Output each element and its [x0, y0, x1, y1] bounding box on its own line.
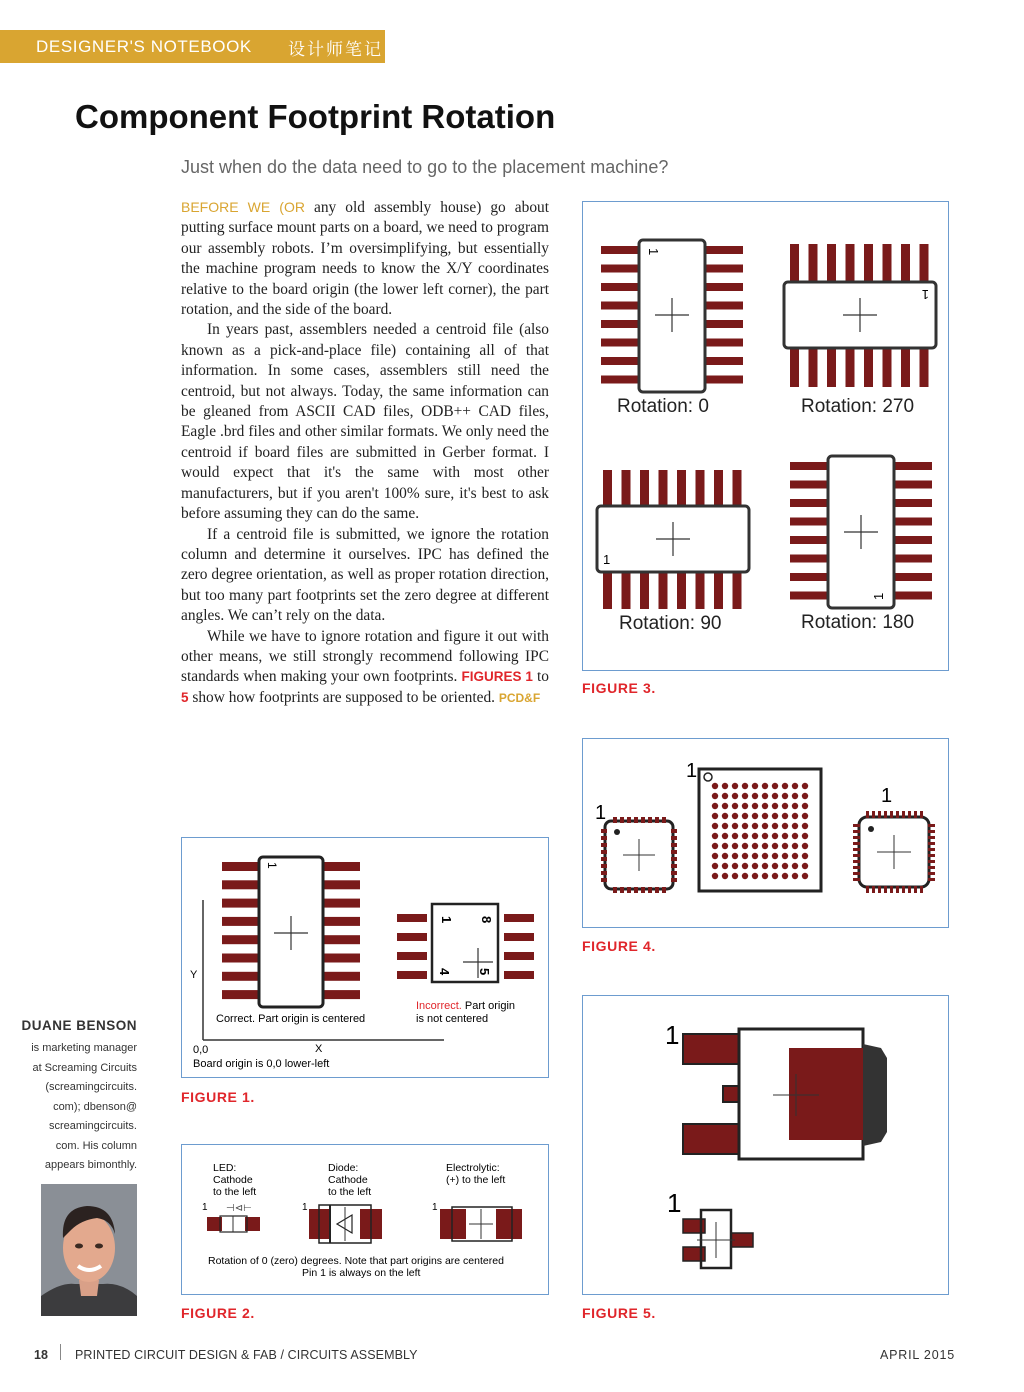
svg-text:8: 8	[479, 916, 494, 924]
dpak-footprint	[665, 1020, 887, 1159]
incorrect-caption: Incorrect. Part origin	[416, 1000, 516, 1012]
figure-5-diagram	[583, 996, 950, 1296]
svg-text:1: 1	[881, 785, 893, 807]
figure-4-frame	[582, 738, 949, 928]
svg-text:1: 1	[646, 248, 661, 256]
figure-4-diagram	[583, 739, 950, 929]
figure-5-label: FIGURE 5.	[582, 1305, 656, 1321]
svg-text:1: 1	[302, 1202, 308, 1213]
figure-2-label: FIGURE 2.	[181, 1305, 255, 1321]
svg-text:1: 1	[202, 1202, 208, 1213]
figure-4-label: FIGURE 4.	[582, 938, 656, 954]
svg-text:(+) to the left: (+) to the left	[446, 1174, 506, 1186]
svg-text:1: 1	[595, 802, 607, 824]
section-name: DESIGNER'S NOTEBOOK	[36, 37, 252, 56]
led-footprint	[202, 1202, 260, 1232]
author-bio	[17, 1018, 137, 1176]
svg-text:Cathode: Cathode	[213, 1174, 253, 1186]
svg-text:1: 1	[439, 916, 454, 924]
rotation-0-label: Rotation: 0	[617, 396, 709, 417]
figure-reference: 5	[181, 689, 189, 705]
rotation-270-label: Rotation: 270	[801, 396, 915, 417]
diode-footprint	[302, 1202, 382, 1243]
rotation-180-label: Rotation: 180	[801, 612, 915, 633]
svg-text:LED:: LED:	[213, 1162, 237, 1174]
svg-text:1: 1	[686, 760, 698, 782]
svg-text:⊣⊲⊢: ⊣⊲⊢	[226, 1203, 252, 1214]
svg-text:1: 1	[921, 287, 929, 302]
footprint-rotation-270	[784, 244, 936, 417]
svg-text:5: 5	[477, 968, 492, 976]
incorrect-caption-line2: is not centered	[416, 1013, 489, 1025]
figure-5-frame	[582, 995, 949, 1295]
svg-text:4: 4	[437, 968, 452, 976]
author-name: DUANE BENSON	[21, 1018, 137, 1033]
figure-1-label: FIGURE 1.	[181, 1089, 255, 1105]
article-subtitle: Just when do the data need to go to the placement machine?	[181, 157, 669, 177]
qfp-footprint	[853, 785, 935, 893]
origin-caption: Board origin is 0,0 lower-left	[193, 1058, 330, 1070]
svg-text:Electrolytic:: Electrolytic:	[446, 1162, 500, 1174]
article-title: Component Footprint Rotation	[75, 98, 556, 135]
section-name-chinese: 设计师笔记	[288, 40, 383, 60]
rotation-90-label: Rotation: 90	[619, 613, 722, 634]
figure-2-diagram	[182, 1145, 550, 1296]
svg-text:1: 1	[665, 1020, 680, 1050]
footprint-rotation-0	[601, 240, 743, 417]
footprint-rotation-90	[597, 470, 749, 634]
paragraph-3: If a centroid file is submitted, we ignore the rotation column and determine it ourselves. IPC has defined the zero degree orientation, as well as proper rotation direction, but too many part footprints set the zero degree at different angles. We can’t rely on the data.	[181, 525, 549, 625]
author-photo	[41, 1184, 137, 1316]
section-banner	[0, 30, 385, 63]
article-body	[181, 197, 549, 708]
sot23-footprint	[667, 1188, 753, 1268]
svg-text:to the left: to the left	[328, 1186, 372, 1198]
figure-1-frame	[181, 837, 549, 1078]
figure-1-diagram	[182, 838, 550, 1079]
svg-text:1: 1	[265, 862, 279, 869]
svg-text:Diode:: Diode:	[328, 1162, 359, 1174]
y-axis-label: Y	[190, 969, 198, 981]
figure-3-frame	[582, 201, 949, 671]
paragraph-1: BEFORE WE (OR any old assembly house) go about putting surface mount parts on a board, we need to program our assembly robots. I’m oversimplifying, but essentially the machine program needs to know the X/Y coordinates relative to the board origin (the lower left corner), the part rotation, and the side of the board.	[181, 199, 549, 319]
origin-label: 0,0	[193, 1044, 209, 1056]
page-number: 18	[34, 1348, 48, 1362]
svg-text:1: 1	[667, 1188, 682, 1218]
correct-caption: Correct. Part origin is centered	[216, 1013, 366, 1025]
end-mark: PCD&F	[498, 690, 541, 705]
bga-footprint	[686, 760, 821, 891]
qfn-footprint	[595, 802, 677, 893]
figure-3-diagram	[583, 202, 950, 672]
figure-2-frame	[181, 1144, 549, 1295]
incorrect-footprint	[397, 904, 534, 982]
figure-2-caption: Rotation of 0 (zero) degrees. Note that part origins are centered	[208, 1255, 504, 1267]
footer-divider	[60, 1344, 61, 1360]
figure-reference: FIGURES 1	[461, 669, 533, 685]
svg-text:Cathode: Cathode	[328, 1174, 368, 1186]
svg-text:1: 1	[432, 1202, 438, 1213]
paragraph-4: While we have to ignore rotation and figure it out with other means, we still strongly recommend following IPC standards when making your own footprints. FIGURES 1 to 5 show how footprints are supposed to be oriented. PCD&F	[181, 627, 549, 706]
x-axis-label: X	[315, 1043, 323, 1055]
lead-in: BEFORE WE (OR	[181, 199, 305, 215]
svg-text:to the left: to the left	[213, 1186, 257, 1198]
electrolytic-footprint	[432, 1202, 522, 1241]
svg-text:1: 1	[603, 552, 611, 567]
paragraph-2: In years past, assemblers needed a centroid file (also known as a pick-and-place file) containing all of that information. In some cases, assemblers still need the centroid, but not always. Today, the same information can be gleaned from ASCII CAD files, ODB++ CAD files, Eagle .brd files and other similar formats. We only need the centroid if board files are submitted in Gerber format. I would expect that it's the same with most other manufacturers, but if you aren't 100% sure, it's best to ask before assuming they can do the same.	[181, 321, 549, 523]
issue-date: APRIL 2015	[880, 1348, 955, 1362]
svg-text:1: 1	[871, 592, 886, 600]
figure-2-caption-line2: Pin 1 is always on the left	[302, 1267, 421, 1279]
figure-3-label: FIGURE 3.	[582, 680, 656, 696]
author-description: is marketing manager at Screaming Circuits (screamingcircuits. com); dbenson@ screamingcircuits. com. His column appears bimonthly.	[31, 1042, 137, 1171]
publication-name: PRINTED CIRCUIT DESIGN & FAB / CIRCUITS ASSEMBLY	[75, 1348, 418, 1362]
footprint-rotation-180	[790, 456, 932, 633]
correct-footprint	[222, 857, 360, 1007]
